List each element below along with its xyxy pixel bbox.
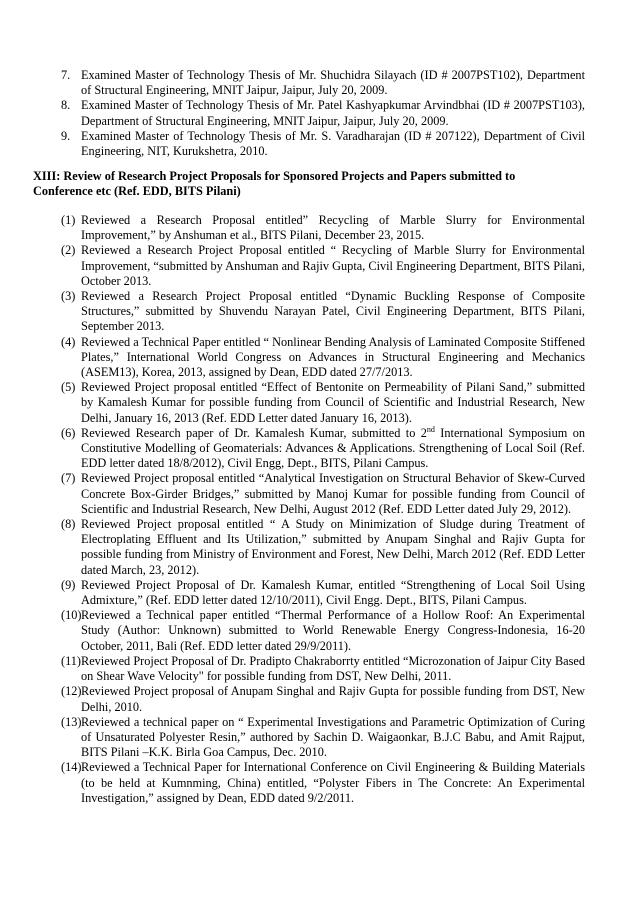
item-number: (8)	[61, 517, 76, 532]
item-text: Reviewed a Technical Paper entitled “ Nonlinear Bending Analysis of Laminated Composite Stiffened Plates,” International World Congress on Advances in Structural Engineering and Mechanics (ASEM13), Korea, 2013, assigned by Dean, EDD dated 27/7/2013.	[81, 334, 585, 380]
item-text: Examined Master of Technology Thesis of Mr. Shuchidra Silayach (ID # 2007PST102), Department of Structural Engineering, MNIT Jaipur, Jaipur, July 20, 2009.	[81, 68, 585, 98]
item-number: (4)	[61, 334, 76, 349]
item-text: Reviewed a technical paper on “ Experimental Investigations and Parametric Optimization of Curing of Unsaturated Polyester Resin,” authored by Sachin D. Waigaonkar, B.J.C Babu, and Amit Rajput, BITS Pilani –K.K. Birla Goa Campus, Dec. 2010.	[81, 714, 585, 760]
item-text: Reviewed Project Proposal of Dr. Kamalesh Kumar, entitled “Strengthening of Local Soil Using Admixture,” (Ref. EDD letter dated 12/10/2011), Civil Engg. Dept., BITS, Pilani Campus.	[81, 577, 585, 608]
list-item	[0, 608, 585, 654]
item-number: (6)	[61, 425, 76, 440]
item-text: Reviewed Project Proposal of Dr. Pradipto Chakraborrty entitled “Microzonation of Jaipur City Based on Shear Wave Velocity" for possible funding from DST, New Delhi, 2011.	[81, 653, 585, 684]
item-text: Reviewed Project proposal entitled “ A Study on Minimization of Sludge during Treatment of Electroplating Effluent and Its Utilization,” submitted by Anupam Singhal and Rajiv Gupta for possible funding from Ministry of Environment and Forest, New Delhi, March 2012 (Ref. EDD Letter dated March, 23, 2012).	[81, 517, 585, 577]
item-number: 8.	[61, 98, 71, 113]
item-number: (12)	[61, 684, 82, 699]
list-item	[0, 68, 585, 98]
list-item	[0, 578, 585, 608]
item-text: Examined Master of Technology Thesis of Mr. Patel Kashyapkumar Arvindbhai (ID # 2007PST103), Department of Structural Engineering, MNIT Jaipur, Jaipur, July 20, 2009.	[81, 98, 585, 128]
item-number: 7.	[61, 68, 71, 82]
list-item	[0, 213, 585, 243]
list-item	[0, 380, 585, 426]
list-item	[0, 426, 585, 472]
item-text: Reviewed a Technical paper entitled “Thermal Performance of a Hollow Roof: An Experimental Study (Author: Unknown) submitted to World Renewable Energy Congress-Indonesia, 16-20 October, 2011, Bali (Ref. EDD letter dated 29/9/2011).	[81, 608, 585, 653]
item-number: (1)	[61, 213, 76, 227]
item-text: Reviewed Project proposal entitled “Analytical Investigation on Structural Behavior of Skew-Curved Concrete Box-Girder Bridges,” submitted by Manoj Kumar for possible funding from Council of Scientific and Industrial Research, New Delhi, August 2012 (Ref. EDD Letter dated July 29, 2012).	[81, 471, 585, 516]
list-item	[0, 289, 585, 335]
item-text: Reviewed a Research Proposal entitled” Recycling of Marble Slurry for Environmental Improvement,” by Anshuman et al., BITS Pilani, December 23, 2015.	[81, 213, 585, 243]
section-heading: XIII: Review of Research Project Proposals for Sponsored Projects and Papers submitted to Conference etc (Ref. EDD, BITS Pilani)	[33, 169, 516, 199]
item-text: Reviewed a Research Project Proposal entitled “Dynamic Buckling Response of Composite Structures,” submitted by Shuvendu Narayan Patel, Civil Engineering Department, BITS Pilani, September 2013.	[81, 289, 585, 334]
list-item	[0, 517, 585, 578]
review-list	[0, 213, 585, 806]
list-item	[0, 243, 585, 289]
list-item	[0, 760, 585, 806]
item-text-part: Reviewed Research paper of Dr. Kamalesh Kumar, submitted to 2	[81, 425, 427, 440]
list-item	[0, 715, 585, 761]
item-number: (7)	[61, 471, 76, 486]
item-text: Reviewed Project proposal entitled “Effect of Bentonite on Permeability of Pilani Sand,” submitted by Kamalesh Kumar for possible funding from Council of Scientific and Industrial Research, New Delhi, January 16, 2013 (Ref. EDD Letter dated January 16, 2013).	[81, 380, 585, 425]
list-item	[0, 471, 585, 517]
item-number: (14)	[61, 760, 82, 775]
item-number: (3)	[61, 289, 76, 304]
item-number: (11)	[61, 653, 82, 668]
item-number: (2)	[61, 243, 76, 258]
list-item	[0, 684, 585, 714]
ordinal-superscript: nd	[426, 424, 435, 434]
item-number: (9)	[61, 577, 76, 592]
list-item	[0, 335, 585, 381]
item-text: Reviewed a Research Project Proposal entitled “ Recycling of Marble Slurry for Environmental Improvement, “submitted by Anshuman and Rajiv Gupta, Civil Engineering Department, BITS Pilani, October 2013.	[81, 243, 585, 288]
list-item	[0, 129, 585, 159]
item-text: Reviewed Project proposal of Anupam Singhal and Rajiv Gupta for possible funding from DST, New Delhi, 2010.	[81, 684, 585, 714]
list-item	[0, 98, 585, 128]
item-text-part: International Symposium on Constitutive Modelling of Geomaterials: Advances & Applications. Strengthening of Local Soil (Ref. EDD letter dated 18/8/2012), Civil Engg, Dept., BITS, Pilani Campus.	[81, 425, 586, 471]
item-text	[81, 426, 585, 470]
item-number: 9.	[61, 128, 71, 143]
item-number: (13)	[61, 714, 82, 729]
list-item	[0, 654, 585, 684]
thesis-examination-list	[0, 68, 585, 159]
item-number: (10)	[61, 608, 82, 623]
item-number: (5)	[61, 380, 76, 395]
item-text: Examined Master of Technology Thesis of Mr. S. Varadharajan (ID # 207122), Department of Civil Engineering, NIT, Kurukshetra, 2010.	[81, 128, 585, 159]
item-text: Reviewed a Technical Paper for International Conference on Civil Engineering & Building Materials (to be held at Kumnming, China) entitled, “Polyster Fibers in The Concrete: An Experimental Investigation,” assigned by Dean, EDD dated 9/2/2011.	[81, 760, 585, 805]
